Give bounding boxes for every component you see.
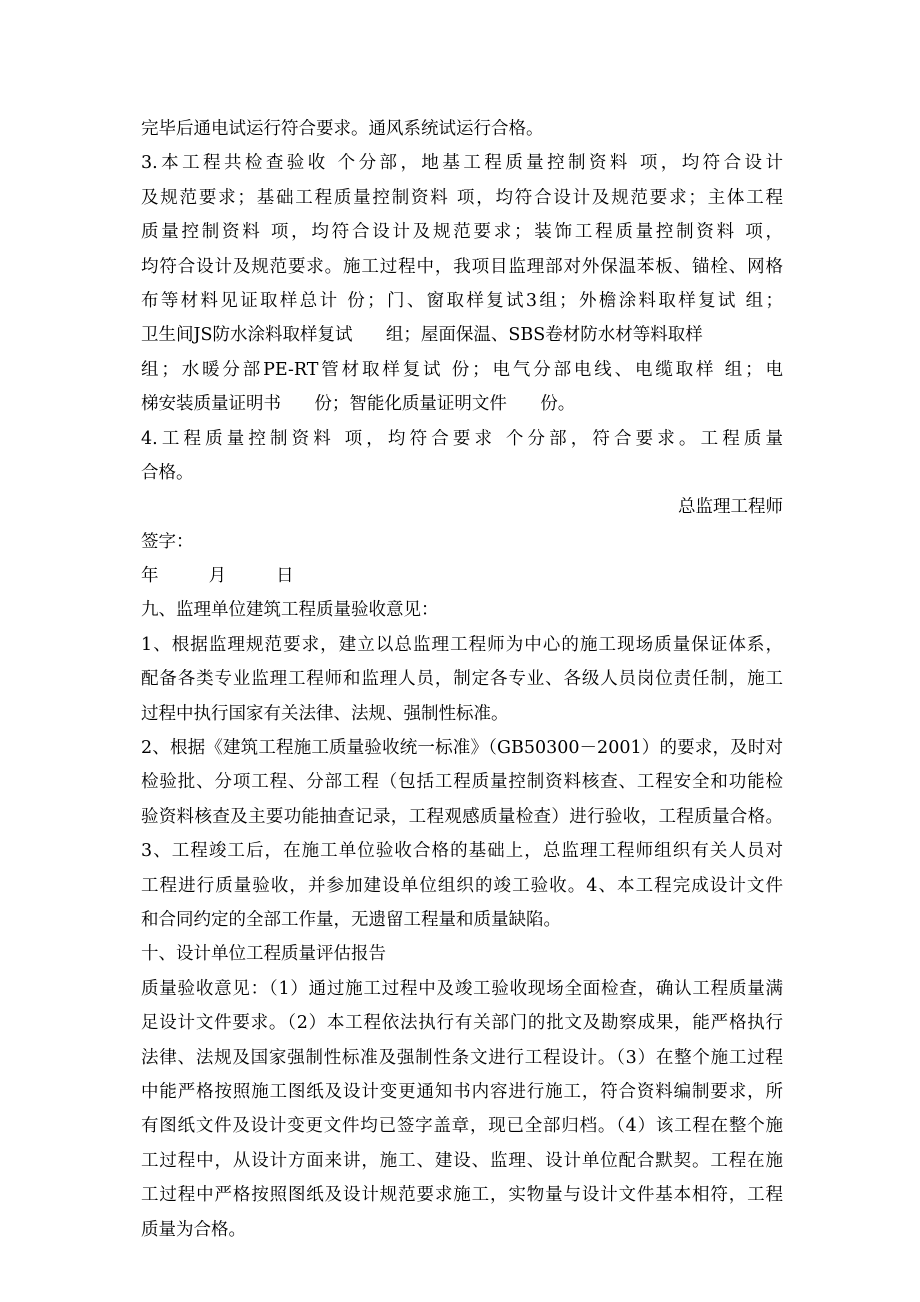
text-line: 和合同约定的全部工作量，无遗留工程量和质量缺陷。: [141, 909, 561, 930]
text-line: 质量控制资料 项，均符合设计及规范要求；装饰工程质量控制资料 项，: [141, 222, 783, 243]
text-line: 4.工程质量控制资料 项，均符合要求 个分部，符合要求。工程质量: [141, 428, 783, 449]
signature-label: 签字：: [141, 531, 194, 552]
chief-engineer-label: 总监理工程师: [678, 497, 783, 518]
text-line: 梯安装质量证明书 份；智能化质量证明文件 份。: [141, 394, 576, 415]
text-line: 有图纸文件及设计变更文件均已签字盖章，现已全部归档。（4）该工程在整个施: [141, 1116, 783, 1137]
text-line: 布等材料见证取样总计 份；门、窗取样复试3组；外檐涂料取样复试 组；: [141, 290, 783, 311]
text-line: 均符合设计及规范要求。施工过程中，我项目监理部对外保温苯板、锚栓、网格: [141, 256, 783, 277]
text-line: 2、根据《建筑工程施工质量验收统一标准》（GB50300－2001）的要求，及时对: [141, 738, 783, 759]
document-page: [141, 112, 783, 1247]
text-line: 及规范要求；基础工程质量控制资料 项，均符合设计及规范要求；主体工程: [141, 187, 783, 208]
text-line: 中能严格按照施工图纸及设计变更通知书内容进行施工，符合资料编制要求，所: [141, 1081, 783, 1102]
text-line: 3、工程竣工后，在施工单位验收合格的基础上，总监理工程师组织有关人员对: [141, 841, 783, 862]
text-line: 工过程中，从设计方面来讲，施工、建设、监理、设计单位配合默契。工程在施: [141, 1150, 783, 1171]
text-line: 验资料核查及主要功能抽查记录，工程观感质量检查）进行验收，工程质量合格。: [141, 806, 783, 827]
text-line: 卫生间JS防水涂料取样复试 组；屋面保温、SBS卷材防水材等料取样: [141, 325, 703, 346]
date-line: 年 月 日: [141, 566, 294, 587]
text-line: 工程进行质量验收，并参加建设单位组织的竣工验收。4、本工程完成设计文件: [141, 875, 783, 896]
text-line: 1、根据监理规范要求，建立以总监理工程师为中心的施工现场质量保证体系，: [141, 634, 783, 655]
text-line: 完毕后通电试运行符合要求。通风系统试运行合格。: [141, 119, 544, 139]
text-line: 足设计文件要求。（2）本工程依法执行有关部门的批文及勘察成果，能严格执行: [141, 1013, 783, 1034]
text-line: 3.本工程共检查验收 个分部，地基工程质量控制资料 项，均符合设计: [141, 153, 783, 174]
section-heading-9: 九、监理单位建筑工程质量验收意见：: [141, 600, 439, 621]
text-line: 工过程中严格按照图纸及设计规范要求施工，实物量与设计文件基本相符，工程: [141, 1185, 783, 1206]
section-heading-10: 十、设计单位工程质量评估报告: [141, 944, 386, 965]
text-line: 合格。: [141, 462, 194, 483]
text-line: 配备各类专业监理工程师和监理人员，制定各专业、各级人员岗位责任制，施工: [141, 669, 783, 690]
text-line: 质量验收意见：（1）通过施工过程中及竣工验收现场全面检查，确认工程质量满: [141, 978, 783, 999]
text-line: 法律、法规及国家强制性标准及强制性条文进行工程设计。（3）在整个施工过程: [141, 1047, 783, 1068]
text-line: 质量为合格。: [141, 1219, 246, 1240]
text-line: 过程中执行国家有关法律、法规、强制性标准。: [141, 703, 509, 724]
text-line: 检验批、分项工程、分部工程（包括工程质量控制资料核查、工程安全和功能检: [141, 772, 783, 793]
text-line: 组；水暖分部PE-RT管材取样复试 份；电气分部电线、电缆取样 组；电: [141, 359, 783, 380]
